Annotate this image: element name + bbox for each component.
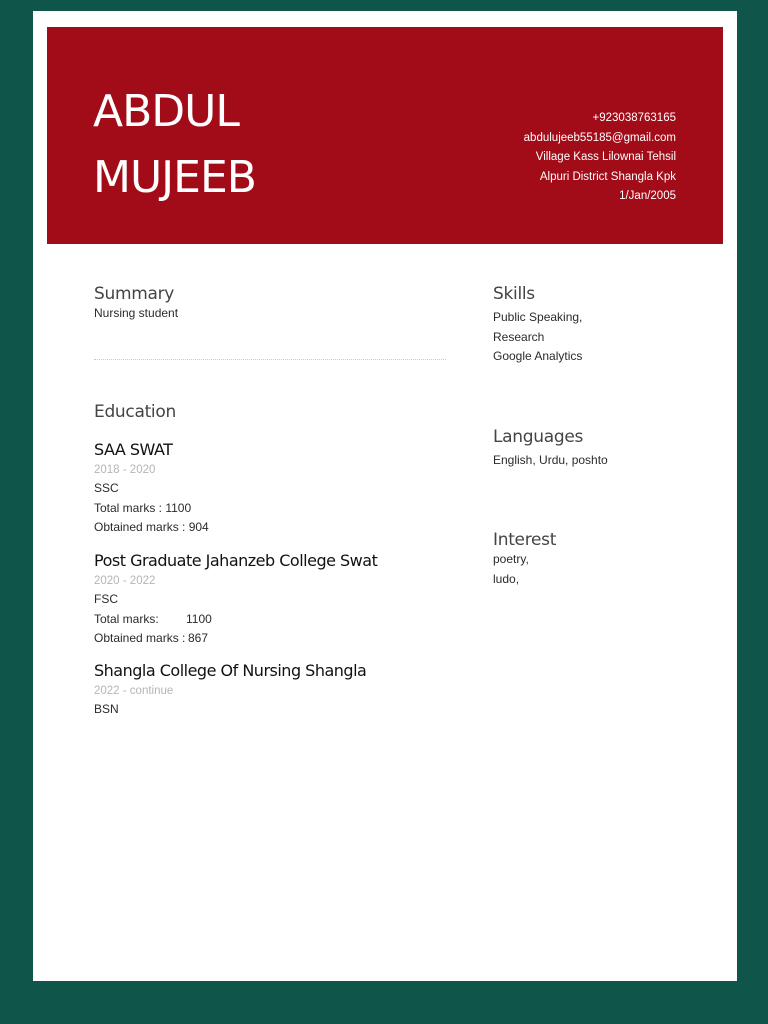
contact-address-line1: Village Kass Lilownai Tehsil xyxy=(535,151,676,163)
education-entry-2 xyxy=(94,550,377,649)
name-first: ABDUL xyxy=(93,86,239,137)
interest-item: poetry, xyxy=(493,552,529,566)
education-heading: Education xyxy=(94,402,176,422)
total-marks-value: 1100 xyxy=(186,611,212,626)
education-entry-3 xyxy=(94,660,366,720)
summary-text: Nursing student xyxy=(94,306,179,320)
entry-degree: BSN xyxy=(94,702,119,716)
entry-degree: FSC xyxy=(94,592,118,606)
entry-obtained-marks xyxy=(94,629,377,649)
skills-section xyxy=(493,281,582,367)
interest-section xyxy=(493,527,556,589)
contact-address-line2: Alpuri District Shangla Kpk xyxy=(539,170,676,183)
obtained-marks-value: 867 xyxy=(188,631,209,645)
resume-page xyxy=(33,11,737,981)
skill-item: Public Speaking, xyxy=(493,310,583,324)
entry-dates: 2020 - 2022 xyxy=(94,575,156,587)
resume-header xyxy=(47,27,723,244)
obtained-marks-label: Obtained marks : xyxy=(94,631,186,645)
contact-info xyxy=(524,109,676,207)
languages-heading: Languages xyxy=(493,427,584,447)
entry-total-marks xyxy=(94,610,377,630)
skills-heading: Skills xyxy=(493,284,535,304)
contact-dob: 1/Jan/2005 xyxy=(619,190,676,202)
entry-dates: 2022 - continue xyxy=(94,685,174,697)
entry-obtained-marks: Obtained marks : 904 xyxy=(94,520,209,534)
entry-dates: 2018 - 2020 xyxy=(94,464,156,476)
entry-title: Shangla College Of Nursing Shangla xyxy=(94,661,367,680)
candidate-name xyxy=(93,79,256,211)
total-marks-label: Total marks: xyxy=(94,611,159,626)
entry-degree: SSC xyxy=(94,481,119,495)
skill-item: Research xyxy=(493,329,545,344)
interest-heading: Interest xyxy=(493,530,557,550)
entry-total-marks: Total marks : 1100 xyxy=(94,500,192,515)
contact-email: abdulujeeb55185@gmail.com xyxy=(523,131,676,144)
entry-title: Post Graduate Jahanzeb College Swat xyxy=(94,551,378,570)
section-divider xyxy=(94,359,446,360)
interest-item: ludo, xyxy=(493,571,520,586)
contact-phone: +923038763165 xyxy=(592,112,676,124)
summary-heading: Summary xyxy=(94,284,175,304)
languages-section xyxy=(493,424,608,471)
skill-item: Google Analytics xyxy=(493,349,583,363)
summary-section xyxy=(94,281,178,324)
languages-text: English, Urdu, poshto xyxy=(493,453,608,467)
education-entry-1 xyxy=(94,439,209,538)
entry-title: SAA SWAT xyxy=(94,440,173,459)
name-last: MUJEEB xyxy=(93,152,256,203)
